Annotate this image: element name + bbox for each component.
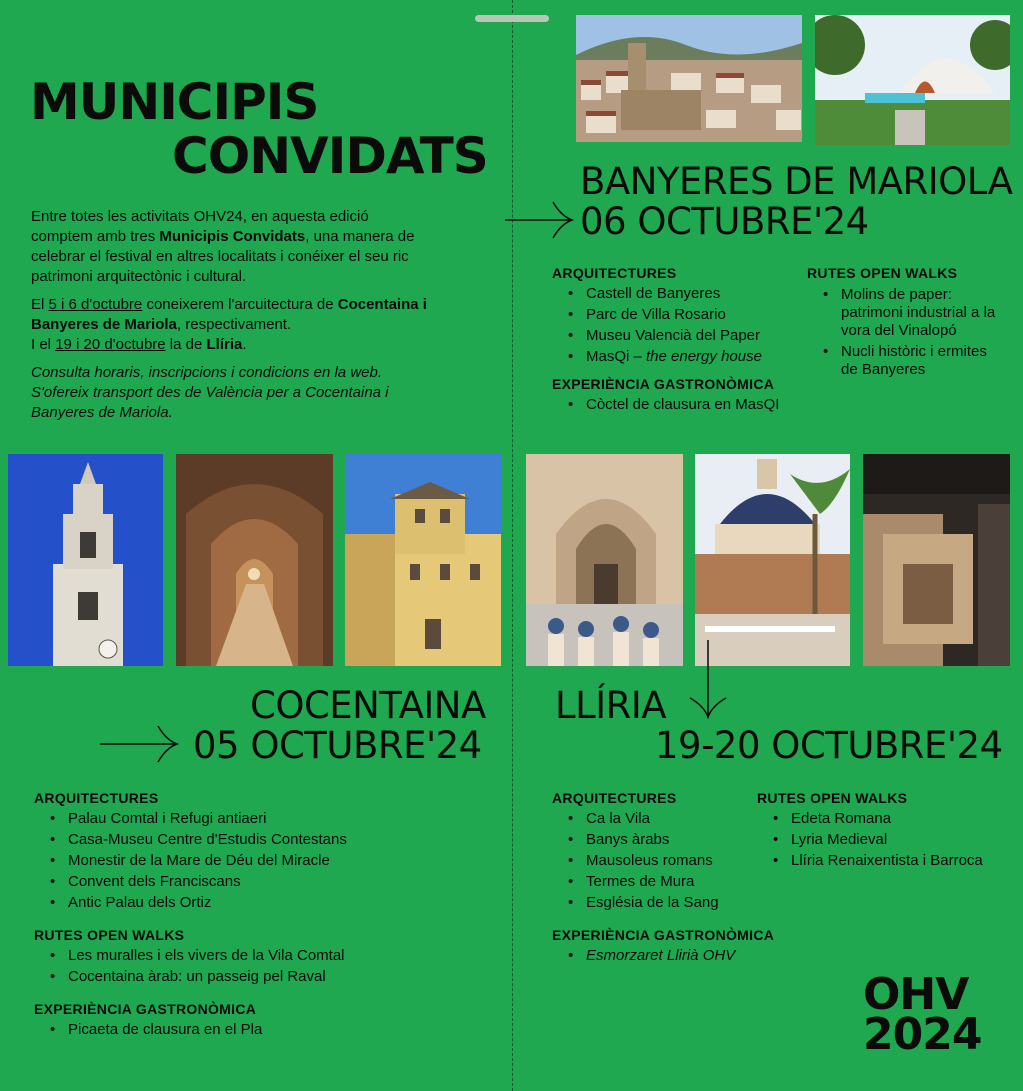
list — [552, 945, 757, 966]
list-item: • Esmorzaret Llirià OHV — [552, 945, 757, 966]
intro-paragraph-1 — [31, 207, 431, 287]
section-heading: ARQUITECTURES — [34, 790, 159, 806]
list — [807, 286, 1007, 379]
list — [552, 808, 757, 913]
lliria-rutes — [757, 790, 1017, 871]
list — [552, 283, 797, 367]
section-heading: ARQUITECTURES — [552, 265, 677, 281]
list-item: • Cocentaina àrab: un passeig pel Raval — [34, 966, 494, 987]
list-item: • Ca la Vila — [552, 808, 757, 829]
list — [34, 1019, 494, 1040]
intro-date-link-1: 5 i 6 d'octubre — [48, 296, 143, 313]
list-item: • Museu Valencià del Paper — [552, 325, 797, 346]
photo-banyeres-dome-house — [815, 15, 1010, 145]
list-item: • Mausoleus romans — [552, 850, 757, 871]
list-item: • Termes de Mura — [552, 871, 757, 892]
list — [34, 808, 494, 913]
photo-lliria-arab-baths — [863, 454, 1010, 666]
photo-cocentaina-tunnel — [176, 454, 333, 666]
section-heading: RUTES OPEN WALKS — [34, 927, 185, 943]
list-item: • Molins de paper: patrimoni industrial a la vora del Vinalopó — [807, 286, 1007, 340]
list-item: • Antic Palau dels Ortiz — [34, 892, 494, 913]
banyeres-rutes — [807, 265, 1007, 382]
intro-paragraph-2 — [31, 295, 431, 355]
intro-p1-a: Entre totes les activitats OHV24, en aquesta edició comptem amb tres — [31, 208, 369, 245]
intro-p1-b: Municipis Convidats — [159, 228, 306, 245]
list-item: • Picaeta de clausura en el Pla — [34, 1019, 494, 1040]
logo-line-2: 2024 — [863, 1009, 982, 1060]
section-heading: RUTES OPEN WALKS — [807, 265, 958, 281]
cocentaina-date: 05 OCTUBRE'24 — [193, 724, 482, 767]
intro-p2-e: , respectivament. — [176, 316, 292, 333]
intro-p2-i: Llíria — [206, 336, 243, 353]
intro-text — [31, 207, 431, 423]
list-item: • Llíria Renaixentista i Barroca — [757, 850, 1017, 871]
lliria-architectures — [552, 790, 775, 966]
list-item-label: MasQi – — [586, 348, 647, 365]
intro-p2-h: la de — [165, 336, 207, 353]
list-item: • Lyria Medieval — [757, 829, 1017, 850]
photo-cocentaina-bell-tower — [8, 454, 163, 666]
arrow-down-icon — [686, 640, 730, 720]
logo-line-1: OHV — [863, 969, 969, 1020]
arrow-right-icon — [505, 198, 575, 242]
fold-line — [512, 0, 513, 1091]
photo-lliria-dome — [695, 454, 850, 666]
list — [34, 945, 494, 987]
list-item: • Convent dels Franciscans — [34, 871, 494, 892]
drag-handle[interactable] — [475, 15, 549, 22]
section-heading: EXPERIÈNCIA GASTRONÒMICA — [34, 1001, 257, 1017]
ohv-logo — [863, 969, 982, 1060]
intro-p2-d: Cocentaina i Banyeres de Mariola — [31, 296, 427, 333]
banyeres-architectures — [552, 265, 797, 415]
list-item: • Casa-Museu Centre d'Estudis Contestans — [34, 829, 494, 850]
arrow-right-icon — [100, 722, 180, 766]
section-heading: EXPERIÈNCIA GASTRONÒMICA — [552, 376, 775, 392]
list-item: • Nucli històric i ermites de Banyeres — [807, 343, 1007, 379]
list-item: • Església de la Sang — [552, 892, 757, 913]
cocentaina-name: COCENTAINA — [250, 684, 486, 727]
intro-date-link-2: 19 i 20 d'octubre — [55, 336, 166, 353]
section-heading: RUTES OPEN WALKS — [757, 790, 908, 806]
list-item: • Edeta Romana — [757, 808, 1017, 829]
list-item: • Palau Comtal i Refugi antiaeri — [34, 808, 494, 829]
list-item: • Les muralles i els vivers de la Vila Comtal — [34, 945, 494, 966]
list-item: • Parc de Villa Rosario — [552, 304, 797, 325]
list-item: • Còctel de clausura en MasQI — [552, 394, 797, 415]
section-heading: ARQUITECTURES — [552, 790, 677, 806]
intro-p2-c: coneixerem l'arcuitectura de — [142, 296, 338, 313]
intro-p2-a: El — [31, 296, 49, 313]
photo-banyeres-castle — [576, 15, 802, 142]
list — [757, 808, 1017, 871]
intro-p1-c: , una manera de celebrar el festival en altres localitats i conéixer el seu ric patrimoni arquitectònic i cultural. — [31, 228, 415, 285]
title-line-1: MUNICIPIS — [30, 73, 319, 131]
lliria-name: LLÍRIA — [555, 684, 667, 727]
page-title — [30, 75, 488, 183]
intro-p2-j: . — [242, 336, 247, 353]
list-item — [552, 346, 797, 367]
intro-paragraph-3: Consulta horaris, inscripcions i condicions en la web. S'ofereix transport des de València per a Cocentaina i Banyeres de Mariola. — [31, 364, 389, 421]
list-item: • Monestir de la Mare de Déu del Miracle — [34, 850, 494, 871]
list-item: • Banys àrabs — [552, 829, 757, 850]
lliria-date: 19-20 OCTUBRE'24 — [655, 724, 1003, 767]
section-heading: EXPERIÈNCIA GASTRONÒMICA — [552, 927, 775, 943]
list — [552, 394, 797, 415]
list-item-italic: the energy house — [646, 348, 762, 365]
banyeres-name: BANYERES DE MARIOLA — [580, 160, 1013, 203]
intro-p2-f: I el — [31, 336, 56, 353]
list-item: • Castell de Banyeres — [552, 283, 797, 304]
photo-lliria-church-portal — [526, 454, 683, 666]
photo-cocentaina-palace — [345, 454, 501, 666]
banyeres-date: 06 OCTUBRE'24 — [580, 200, 869, 243]
cocentaina-activities — [34, 790, 494, 1040]
title-line-2: CONVIDATS — [172, 127, 488, 185]
